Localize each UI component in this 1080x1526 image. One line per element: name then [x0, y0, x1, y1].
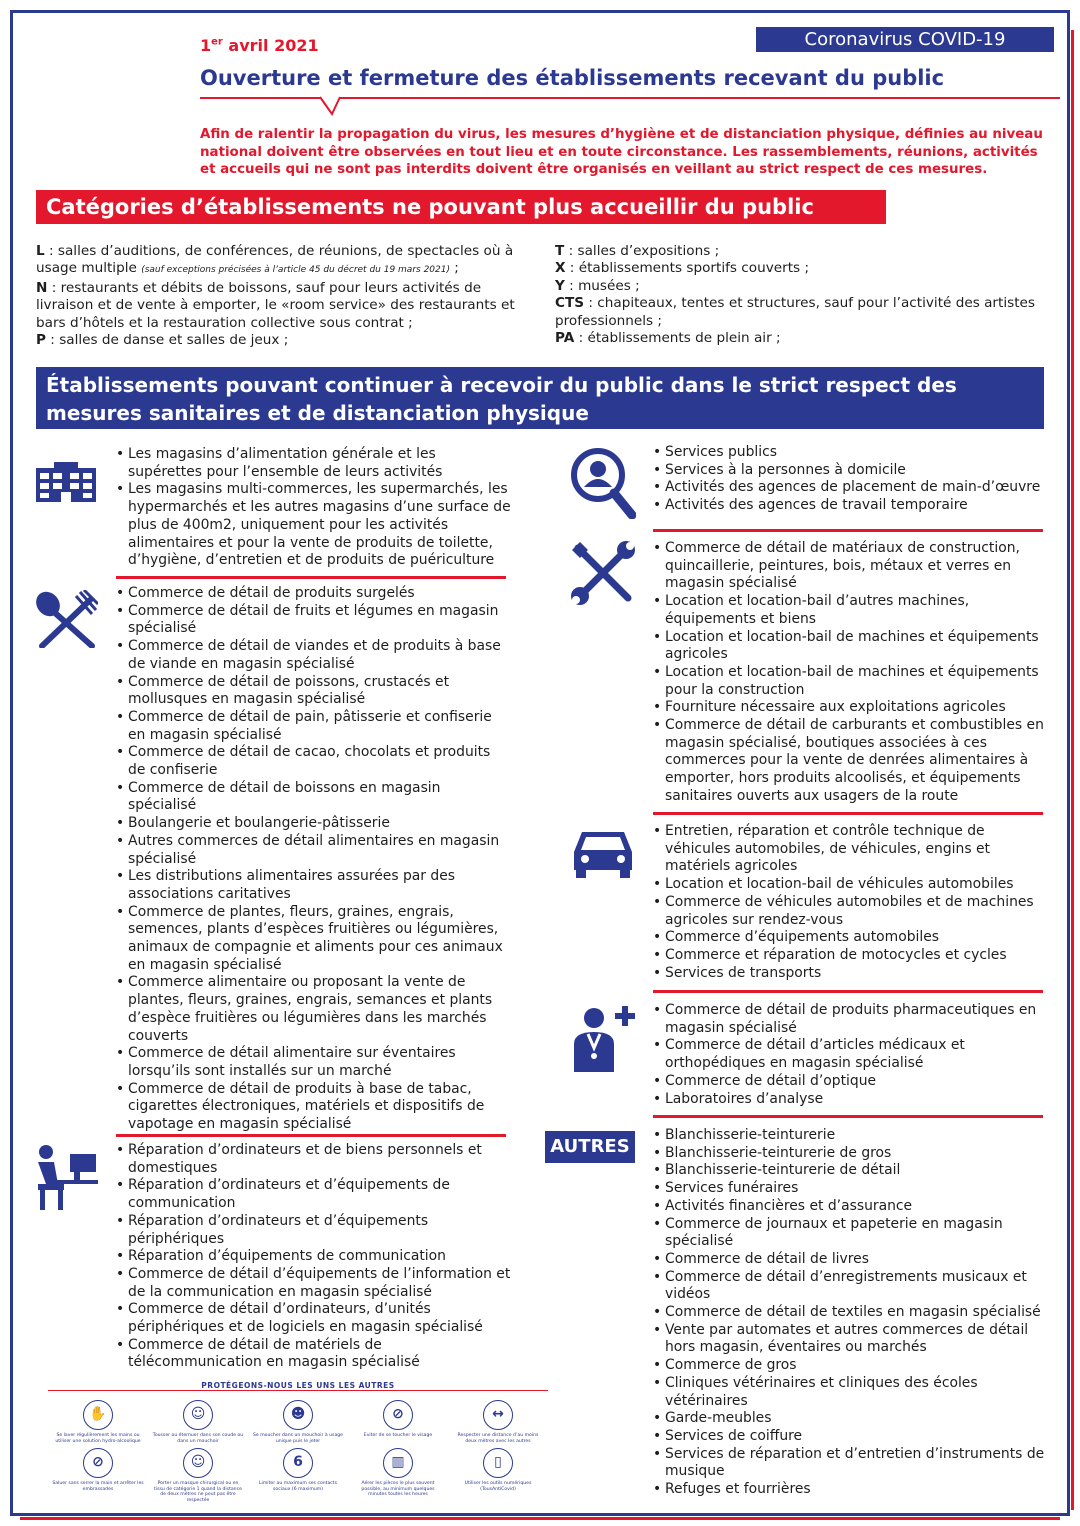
tools-icon: [570, 540, 636, 606]
list-item: • Garde-meubles: [653, 1410, 1048, 1428]
distance-icon: ↔: [483, 1400, 513, 1430]
cough-icon: ☺: [183, 1400, 213, 1430]
separator: [116, 576, 506, 579]
list-item: • Refuges et fourrières: [653, 1481, 1048, 1499]
no-touch-icon: ⊘: [383, 1400, 413, 1430]
list-item: • Commerce de journaux et papeterie en magasin spécialisé: [653, 1216, 1048, 1251]
mask-icon: ☺: [183, 1448, 213, 1478]
autres-label: AUTRES: [545, 1131, 635, 1163]
page-title: Ouverture et fermeture des établissements recevant du public: [200, 66, 945, 90]
list-item: • Commerce de détail alimentaire sur éventaires lorsqu’ils sont installés sur un marché: [116, 1045, 511, 1080]
fork-spoon-icon: [34, 590, 98, 648]
list-item: • Fourniture nécessaire aux exploitations agricoles: [653, 699, 1048, 717]
list-item: • Les magasins d’alimentation générale et les supérettes pour l’ensemble de leurs activités: [116, 446, 511, 481]
computer-list: [116, 1142, 511, 1372]
list-item: • Commerce de détail de boissons en magasin spécialisé: [116, 780, 511, 815]
list-item: • Services de réparation et d’entretien d’instruments de musique: [653, 1446, 1048, 1481]
list-item: • Location et location-bail de véhicules automobiles: [653, 876, 1048, 894]
frame-accent-bottom: [20, 1517, 1060, 1520]
list-item: • Commerce de détail d’enregistrements musicaux et vidéos: [653, 1269, 1048, 1304]
closed-list-left: [36, 243, 526, 349]
closed-list-right: [555, 243, 1050, 347]
building-icon: [34, 460, 98, 504]
list-item: • Commerce de détail de viandes et de produits à base de viande en magasin spécialisé: [116, 638, 511, 673]
separator: [653, 990, 1043, 993]
list-item: • Les distributions alimentaires assurées par des associations caritatives: [116, 868, 511, 903]
list-item: • Location et location-bail de machines et équipements agricoles: [653, 629, 1048, 664]
list-item: • Boulangerie et boulangerie-pâtisserie: [116, 815, 511, 833]
list-item: • Commerce de détail de pain, pâtisserie et confiserie en magasin spécialisé: [116, 709, 511, 744]
protect-title: PROTÉGEONS-NOUS LES UNS LES AUTRES: [201, 1381, 395, 1390]
list-item: • Services à la personnes à domicile: [653, 462, 1048, 480]
list-item: • Réparation d’équipements de communication: [116, 1248, 511, 1266]
list-item: • Commerce de détail de poissons, crustacés et mollusques en magasin spécialisé: [116, 674, 511, 709]
cat-T: T : salles d’expositions ;: [555, 243, 720, 259]
list-item: • Les magasins multi-commerces, les supermarchés, les hypermarchés et les autres magasins d’une surface de plus de 400m2, uniquement pour les activités alimentaires et pour la vente de produits de toilette, d’hygiène, d’entretien et de produits de puériculture: [116, 481, 511, 570]
gesture-ventilate: ▥ Aérer les pièces le plus souvent possible, au minimum quelques minutes toutes les heures: [352, 1448, 444, 1498]
gesture-no-handshake: ⊘ Saluer sans serrer la main et arrêter les embrassades: [52, 1448, 144, 1492]
list-item: • Commerce de détail de cacao, chocolats et produits de confiserie: [116, 744, 511, 779]
list-item: • Commerce de détail de fruits et légumes en magasin spécialisé: [116, 603, 511, 638]
cat-P: P : salles de danse et salles de jeux ;: [36, 332, 289, 349]
list-item: • Commerce de détail de matériaux de construction, quincaillerie, peintures, bois, métaux et verres en magasin spécialisé: [653, 540, 1048, 593]
list-item: • Commerce de détail d’équipements de l’information et de la communication en magasin spécialisé: [116, 1266, 511, 1301]
list-item: • Autres commerces de détail alimentaires en magasin spécialisé: [116, 833, 511, 868]
gesture-no-face-touch: ⊘ Eviter de se toucher le visage: [352, 1400, 444, 1439]
list-item: • Commerce de détail de carburants et combustibles en magasin spécialisé, boutiques associées à ces commerces pour la vente de denrées alimentaires à emporter, hors produits alcoolisés, et équipements sanitaires ouverts aux usagers de la route: [653, 717, 1048, 806]
list-item: • Activités financières et d’assurance: [653, 1198, 1048, 1216]
cat-X: X : établissements sportifs couverts ;: [555, 260, 810, 277]
list-item: • Location et location-bail de machines et équipements pour la construction: [653, 664, 1048, 699]
gesture-limit-contacts: 6 Limiter au maximum ses contacts sociaux (6 maximum): [252, 1448, 344, 1492]
window-icon: ▥: [383, 1448, 413, 1478]
list-item: • Commerce d’équipements automobiles: [653, 929, 1048, 947]
intro-text: Afin de ralentir la propagation du virus, les mesures d’hygiène et de distanciation physique, définies au niveau national doivent être observées en tout lieu et en toute circonstance. Les rassemblements, réunions, activités et accueils qui ne sont pas interdits doivent être organisés en veillant au strict respect de ces mesures.: [200, 127, 1043, 177]
tools-list: [653, 540, 1048, 806]
list-item: • Services de transports: [653, 965, 1048, 983]
list-item: • Commerce et réparation de motocycles et cycles: [653, 947, 1048, 965]
list-item: • Blanchisserie-teinturerie de gros: [653, 1145, 1048, 1163]
list-item: • Réparation d’ordinateurs et de biens personnels et domestiques: [116, 1142, 511, 1177]
list-item: • Services funéraires: [653, 1180, 1048, 1198]
gesture-tissue: ☻ Se moucher dans un mouchoir à usage unique puis le jeter: [252, 1400, 344, 1444]
stores-list: [116, 446, 511, 570]
list-item: • Commerce de gros: [653, 1357, 1048, 1375]
list-item: • Services publics: [653, 444, 1048, 462]
phone-icon: ▯: [483, 1448, 513, 1478]
separator: [116, 1134, 506, 1137]
six-icon: 6: [283, 1448, 313, 1478]
list-item: • Blanchisserie-teinturerie: [653, 1127, 1048, 1145]
list-item: • Commerce de détail de livres: [653, 1251, 1048, 1269]
cat-N: N : restaurants et débits de boissons, sauf pour leurs activités de livraison et de vente à emporter, le «room service» des restaurants et bars d’hôtels et la restauration collective sous contrat ;: [36, 279, 515, 331]
doctor-icon: [570, 1004, 638, 1074]
separator: [653, 529, 1043, 532]
food-list: [116, 585, 511, 1134]
list-item: • Location et location-bail d’autres machines, équipements et biens: [653, 593, 1048, 628]
cat-PA: PA : établissements de plein air ;: [555, 330, 781, 347]
list-item: • Services de coiffure: [653, 1428, 1048, 1446]
list-item: • Entretien, réparation et contrôle technique de véhicules automobiles, de véhicules, engins et matériels agricoles: [653, 823, 1048, 876]
list-item: • Commerce de véhicules automobiles et de machines agricoles sur rendez-vous: [653, 894, 1048, 929]
computer-user-icon: [32, 1144, 100, 1212]
list-item: • Commerce de détail de produits à base de tabac, cigarettes électroniques, matériels et dispositifs de vapotage en magasin spécialisé: [116, 1081, 511, 1134]
cat-L: L : salles d’auditions, de conférences, de réunions, de spectacles où à usage multiple (sauf exceptions précisées à l’article 45 du décret du 19 mars 2021) ;: [36, 243, 514, 277]
no-handshake-icon: ⊘: [83, 1448, 113, 1478]
list-item: • Commerce de détail de produits surgelés: [116, 585, 511, 603]
list-item: • Cliniques vétérinaires et cliniques des écoles vétérinaires: [653, 1375, 1048, 1410]
gesture-mask: ☺ Porter un masque chirurgical ou en tissu de catégorie 1 quand la distance de deux mètres ne peut pas être respectée: [152, 1448, 244, 1503]
search-person-icon: [570, 447, 636, 519]
covid-tag: Coronavirus COVID-19: [756, 27, 1054, 52]
list-item: • Commerce de détail d’ordinateurs, d’unités périphériques et de logiciels en magasin spécialisé: [116, 1301, 511, 1336]
cat-Y: Y : musées ;: [555, 277, 640, 294]
list-item: • Vente par automates et autres commerces de détail hors magasin, éventaires ou marchés: [653, 1322, 1048, 1357]
speech-tail-icon: [318, 96, 358, 116]
services-list: [653, 444, 1048, 515]
list-item: • Commerce de détail de produits pharmaceutiques en magasin spécialisé: [653, 1002, 1048, 1037]
list-item: • Activités des agences de placement de main-d’œuvre: [653, 479, 1048, 497]
list-item: • Commerce de détail d’optique: [653, 1073, 1048, 1091]
frame-accent-right: [1071, 30, 1074, 1510]
list-item: • Commerce de détail de matériels de télécommunication en magasin spécialisé: [116, 1337, 511, 1372]
cat-CTS: CTS : chapiteaux, tentes et structures, sauf pour l’activité des artistes professionnels ;: [555, 295, 1035, 329]
gesture-distance: ↔ Respecter une distance d’au moins deux mètres avec les autres: [452, 1400, 544, 1444]
closed-heading: Catégories d’établissements ne pouvant plus accueillir du public: [36, 190, 886, 224]
separator: [653, 812, 1043, 815]
gesture-wash-hands: ✋ Se laver régulièrement les mains ou utiliser une solution hydro-alcoolique: [52, 1400, 144, 1444]
separator: [653, 1115, 1043, 1118]
protect-line: [48, 1390, 548, 1391]
tissue-icon: ☻: [283, 1400, 313, 1430]
list-item: • Commerce de détail d’articles médicaux et orthopédiques en magasin spécialisé: [653, 1037, 1048, 1072]
list-item: • Commerce de plantes, fleurs, graines, engrais, semences, plants d’espèces fruitières ou légumières, animaux de compagnie et aliments pour ces animaux en magasin spécialisé: [116, 904, 511, 975]
car-list: [653, 823, 1048, 982]
list-item: • Activités des agences de travail temporaire: [653, 497, 1048, 515]
gesture-app: ▯ Utiliser les outils numériques (TousAntiCovid): [452, 1448, 544, 1492]
list-item: • Commerce de détail de textiles en magasin spécialisé: [653, 1304, 1048, 1322]
list-item: • Réparation d’ordinateurs et d’équipements de communication: [116, 1177, 511, 1212]
open-heading: Établissements pouvant continuer à recevoir du public dans le strict respect des mesures sanitaires et de distanciation physique: [36, 367, 1044, 429]
list-item: • Laboratoires d’analyse: [653, 1091, 1048, 1109]
date: 1er avril 2021: [200, 36, 319, 55]
list-item: • Réparation d’ordinateurs et d’équipements périphériques: [116, 1213, 511, 1248]
list-item: • Commerce alimentaire ou proposant la vente de plantes, fleurs, graines, engrais, semances et plants d’espèce fruitières ou légumières dans les marchés couverts: [116, 974, 511, 1045]
gesture-cough-elbow: ☺ Tousser ou éternuer dans son coude ou dans un mouchoir: [152, 1400, 244, 1444]
other-list: [653, 1127, 1048, 1499]
health-list: [653, 1002, 1048, 1108]
car-icon: [570, 826, 636, 880]
hands-icon: ✋: [83, 1400, 113, 1430]
list-item: • Blanchisserie-teinturerie de détail: [653, 1162, 1048, 1180]
